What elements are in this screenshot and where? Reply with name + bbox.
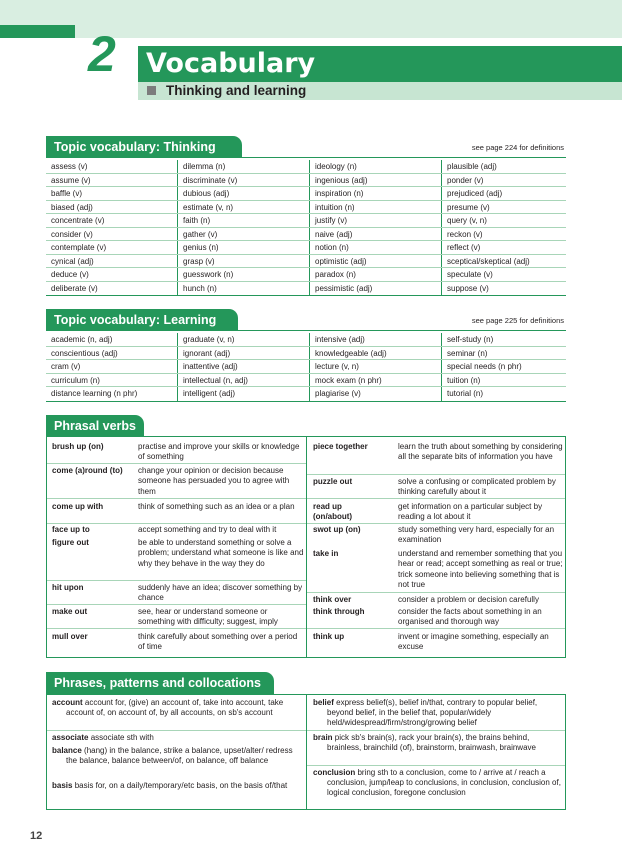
phrasal-def: accept something and try to deal with it bbox=[138, 525, 277, 534]
phrasal-def: study something very hard, especially for an examination bbox=[398, 525, 555, 545]
phrasal-term: face up to bbox=[52, 525, 90, 534]
row-separator bbox=[47, 498, 306, 499]
vocab-cell: gather (v) bbox=[178, 228, 310, 241]
vocab-cell: ignorant (adj) bbox=[178, 347, 310, 360]
phrasal-term: piece together bbox=[313, 442, 368, 451]
thinking-see-page: see page 224 for definitions bbox=[471, 143, 564, 152]
vocab-cell: discriminate (v) bbox=[178, 174, 310, 187]
vocab-cell: deduce (v) bbox=[46, 268, 178, 281]
vocab-cell: baffle (v) bbox=[46, 187, 178, 200]
vocab-cell: inattentive (adj) bbox=[178, 360, 310, 373]
phrasal-term: hit upon bbox=[52, 583, 84, 592]
unit-number: 2 bbox=[88, 26, 116, 82]
vocab-cell: assume (v) bbox=[46, 174, 178, 187]
vocab-cell: cynical (adj) bbox=[46, 255, 178, 268]
phrasal-divider bbox=[306, 436, 307, 658]
phrase-text: associate sth with bbox=[90, 733, 154, 742]
phrasal-term: think through bbox=[313, 607, 365, 616]
phrasal-term: think over bbox=[313, 595, 352, 604]
vocab-row bbox=[46, 360, 566, 374]
vocab-cell: optimistic (adj) bbox=[310, 255, 442, 268]
phrases-divider bbox=[306, 694, 307, 810]
phrasal-def: understand and remember something that you hear or read; accept something as real or true; trick someone into believing something that is not true bbox=[398, 549, 563, 589]
phrasal-def: get information on a particular subject by reading a lot about it bbox=[398, 502, 543, 522]
vocab-cell: suppose (v) bbox=[447, 283, 489, 293]
phrasal-term-continued: (on/about) bbox=[313, 512, 353, 521]
vocab-row bbox=[46, 374, 566, 388]
vocab-cell: lecture (v, n) bbox=[310, 360, 442, 373]
row-separator bbox=[47, 523, 306, 524]
thinking-heading: Topic vocabulary: Thinking bbox=[46, 136, 242, 158]
phrasal-term: figure out bbox=[52, 538, 89, 547]
phrasal-def: solve a confusing or complicated problem by thinking carefully about it bbox=[398, 477, 556, 497]
phrasal-term: puzzle out bbox=[313, 477, 353, 486]
vocab-cell: prejudiced (adj) bbox=[447, 189, 503, 198]
vocab-cell: tuition (n) bbox=[447, 375, 481, 385]
vocab-cell: biased (adj) bbox=[46, 201, 178, 214]
vocab-cell: special needs (n phr) bbox=[447, 362, 522, 371]
vocab-cell: consider (v) bbox=[46, 228, 178, 241]
vocab-row bbox=[46, 174, 566, 188]
vocab-cell: contemplate (v) bbox=[46, 241, 178, 254]
vocab-cell: assess (v) bbox=[46, 160, 178, 173]
vocab-cell: seminar (n) bbox=[447, 348, 488, 358]
phrasal-term: take in bbox=[313, 549, 339, 558]
phrase-text: pick sb's brain(s), rack your brain(s), the brains behind, brainless, brainchild (of), brainstorm, brainwash, brainwave bbox=[327, 733, 536, 753]
vocab-row bbox=[46, 333, 566, 347]
phrase-headword: associate bbox=[52, 733, 89, 742]
phrase-entry bbox=[52, 698, 302, 718]
phrase-entry bbox=[313, 733, 563, 753]
phrase-headword: brain bbox=[313, 733, 333, 742]
vocab-cell: plagiarise (v) bbox=[310, 387, 442, 401]
phrase-entry bbox=[52, 781, 302, 791]
phrase-headword: account bbox=[52, 698, 83, 707]
phrasal-def: consider a problem or decision carefully bbox=[398, 595, 539, 604]
phrase-text: account for, (give) an account of, take into account, take account of, on account of, by all accounts, on sb's account bbox=[66, 698, 284, 718]
vocab-row bbox=[46, 214, 566, 228]
row-separator bbox=[47, 580, 306, 581]
vocab-cell: dubious (adj) bbox=[178, 187, 310, 200]
vocab-row bbox=[46, 228, 566, 242]
vocab-cell: plausible (adj) bbox=[447, 162, 497, 171]
phrasal-term: mull over bbox=[52, 632, 88, 641]
vocab-cell: conscientious (adj) bbox=[46, 347, 178, 360]
vocab-cell: tutorial (n) bbox=[447, 389, 484, 398]
page-number: 12 bbox=[30, 830, 43, 842]
vocab-cell: estimate (v, n) bbox=[178, 201, 310, 214]
phrase-headword: conclusion bbox=[313, 768, 356, 777]
row-separator bbox=[307, 592, 565, 593]
phrasal-def: consider the facts about something in an organised and thorough way bbox=[398, 607, 542, 627]
vocab-row bbox=[46, 187, 566, 201]
learning-see-page: see page 225 for definitions bbox=[471, 316, 564, 325]
vocab-cell: intensive (adj) bbox=[310, 333, 442, 346]
row-separator bbox=[307, 628, 565, 629]
phrase-text: (hang) in the balance, strike a balance, upset/alter/ redress the balance, balance between/of, on balance, off balance bbox=[66, 746, 293, 766]
row-separator bbox=[307, 765, 565, 766]
phrasal-term: brush up (on) bbox=[52, 442, 104, 451]
vocab-row bbox=[46, 268, 566, 282]
vocab-cell: dilemma (n) bbox=[178, 160, 310, 173]
vocab-cell: presume (v) bbox=[447, 202, 490, 212]
vocab-cell: intellectual (n, adj) bbox=[178, 374, 310, 387]
vocab-cell: inspiration (n) bbox=[310, 187, 442, 200]
vocab-row bbox=[46, 201, 566, 215]
vocab-row bbox=[46, 347, 566, 361]
vocab-cell: knowledgeable (adj) bbox=[310, 347, 442, 360]
phrasal-term: make out bbox=[52, 607, 88, 616]
row-separator bbox=[307, 730, 565, 731]
phrase-text: express belief(s), belief in/that, contrary to popular belief, beyond belief, in the belief that, popular/widely held/widespread/firm/strong/growing belief bbox=[327, 698, 538, 728]
vocab-cell: academic (n, adj) bbox=[46, 333, 178, 346]
vocab-cell: ingenious (adj) bbox=[310, 174, 442, 187]
phrasal-term: come (a)round (to) bbox=[52, 466, 123, 475]
phrasal-def: think of something such as an idea or a plan bbox=[138, 502, 295, 511]
vocab-cell: pessimistic (adj) bbox=[310, 282, 442, 296]
phrasal-def: think carefully about something over a period of time bbox=[138, 632, 298, 652]
phrase-headword: balance bbox=[52, 746, 82, 755]
phrases-heading: Phrases, patterns and collocations bbox=[46, 672, 274, 694]
phrasal-term: come up with bbox=[52, 502, 104, 511]
vocab-cell: paradox (n) bbox=[310, 268, 442, 281]
phrasal-def: practise and improve your skills or knowledge of something bbox=[138, 442, 300, 462]
vocab-cell: deliberate (v) bbox=[46, 282, 178, 296]
vocab-cell: hunch (n) bbox=[178, 282, 310, 296]
row-separator bbox=[307, 498, 565, 499]
vocab-row bbox=[46, 241, 566, 255]
learning-rule bbox=[46, 330, 566, 331]
phrase-entry bbox=[313, 768, 563, 799]
vocab-cell: reckon (v) bbox=[447, 229, 483, 239]
vocab-cell: concentrate (v) bbox=[46, 214, 178, 227]
vocab-cell: intuition (n) bbox=[310, 201, 442, 214]
row-separator bbox=[307, 474, 565, 475]
vocab-cell: reflect (v) bbox=[447, 243, 481, 252]
vocab-cell: speculate (v) bbox=[447, 270, 493, 279]
vocab-row bbox=[46, 387, 566, 401]
phrasal-term: read up bbox=[313, 502, 342, 511]
vocab-cell: ponder (v) bbox=[447, 175, 484, 185]
vocab-cell: cram (v) bbox=[46, 360, 178, 373]
phrase-entry bbox=[313, 698, 563, 729]
vocab-row bbox=[46, 282, 566, 296]
phrase-entry bbox=[52, 746, 302, 766]
phrase-headword: belief bbox=[313, 698, 334, 707]
page-title: Vocabulary bbox=[146, 48, 316, 79]
phrase-entry bbox=[52, 733, 302, 743]
learning-vocab-grid bbox=[46, 333, 566, 402]
thinking-rule bbox=[46, 157, 566, 158]
phrasal-def: invent or imagine something, especially an excuse bbox=[398, 632, 549, 652]
learning-heading: Topic vocabulary: Learning bbox=[46, 309, 238, 331]
phrase-headword: basis bbox=[52, 781, 73, 790]
vocab-cell: justify (v) bbox=[310, 214, 442, 227]
phrasal-def: see, hear or understand someone or something with difficulty; suggest, imply bbox=[138, 607, 278, 627]
row-separator bbox=[47, 628, 306, 629]
vocab-cell: naive (adj) bbox=[310, 228, 442, 241]
row-separator bbox=[47, 463, 306, 464]
header-stripe bbox=[0, 25, 75, 38]
phrasal-term: think up bbox=[313, 632, 345, 641]
vocab-cell: sceptical/skeptical (adj) bbox=[447, 256, 530, 266]
vocab-row bbox=[46, 160, 566, 174]
phrasal-heading: Phrasal verbs bbox=[46, 415, 144, 437]
phrase-text: bring sth to a conclusion, come to / arrive at / reach a conclusion, jump/leap to conclusions, in conclusion, conclusion of, logical conclusion, foregone conclusion bbox=[327, 768, 561, 798]
thinking-vocab-grid bbox=[46, 160, 566, 296]
phrasal-term: swot up (on) bbox=[313, 525, 361, 534]
vocab-cell: query (v, n) bbox=[447, 216, 487, 225]
vocab-cell: faith (n) bbox=[178, 214, 310, 227]
phrasal-def: suddenly have an idea; discover something by chance bbox=[138, 583, 303, 603]
vocab-cell: grasp (v) bbox=[178, 255, 310, 268]
vocab-cell: ideology (n) bbox=[310, 160, 442, 173]
page-subtitle: Thinking and learning bbox=[166, 83, 307, 98]
vocab-row bbox=[46, 255, 566, 269]
vocab-cell: graduate (v, n) bbox=[178, 333, 310, 346]
square-bullet-icon bbox=[147, 86, 156, 95]
vocab-cell: curriculum (n) bbox=[46, 374, 178, 387]
row-separator bbox=[47, 730, 306, 731]
vocab-cell: intelligent (adj) bbox=[178, 387, 310, 401]
phrasal-def: be able to understand something or solve a problem; understand what someone is like and why they behave in the way they do bbox=[138, 538, 304, 568]
phrasal-def: learn the truth about something by considering all the separate bits of information you have bbox=[398, 442, 563, 462]
vocab-cell: notion (n) bbox=[310, 241, 442, 254]
vocab-cell: self-study (n) bbox=[447, 335, 494, 344]
row-separator bbox=[47, 604, 306, 605]
phrasal-def: change your opinion or decision because someone has persuaded you to agree with them bbox=[138, 466, 290, 496]
vocab-cell: guesswork (n) bbox=[178, 268, 310, 281]
vocab-cell: genius (n) bbox=[178, 241, 310, 254]
row-separator bbox=[307, 523, 565, 524]
vocab-cell: distance learning (n phr) bbox=[46, 387, 178, 401]
vocab-cell: mock exam (n phr) bbox=[310, 374, 442, 387]
phrase-text: basis for, on a daily/temporary/etc basis, on the basis of/that bbox=[74, 781, 288, 790]
